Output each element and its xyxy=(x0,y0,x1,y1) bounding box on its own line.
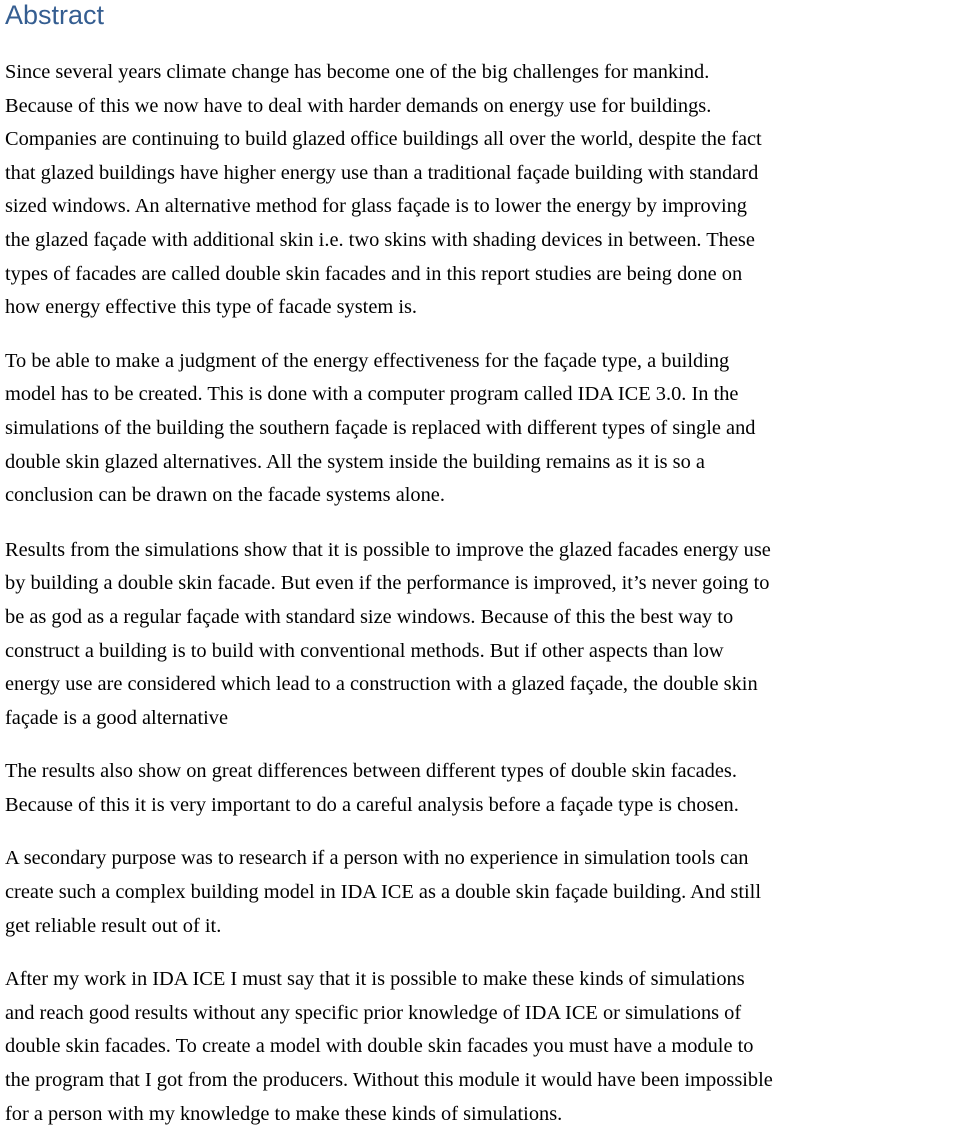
text-line: façade is a good alternative xyxy=(5,706,229,729)
text-line: the program that I got from the producers. Without this module it would have been impossible xyxy=(5,1069,773,1092)
text-line: After my work in IDA ICE I must say that it is possible to make these kinds of simulations xyxy=(5,968,745,991)
text-line: how energy effective this type of facade system is. xyxy=(5,296,418,319)
text-line: Since several years climate change has become one of the big challenges for mankind. xyxy=(5,61,710,83)
paragraph-climate-change xyxy=(5,56,960,325)
text-line: that glazed buildings have higher energy use than a traditional façade building with standard xyxy=(5,161,759,184)
text-line: construct a building is to build with conventional methods. But if other aspects than low xyxy=(5,639,724,662)
abstract-heading: Abstract xyxy=(5,0,105,30)
paragraph-differences xyxy=(5,755,960,822)
text-line: The results also show on great differences between different types of double skin facades. xyxy=(5,760,737,783)
paragraph-results xyxy=(5,534,960,736)
paragraph-conclusion xyxy=(5,963,960,1131)
text-line: for a person with my knowledge to make these kinds of simulations. xyxy=(5,1102,563,1125)
text-line: Results from the simulations show that it is possible to improve the glazed facades energy use xyxy=(5,538,771,561)
text-line: Because of this we now have to deal with harder demands on energy use for buildings. xyxy=(5,94,712,117)
text-line: types of facades are called double skin facades and in this report studies are being done on xyxy=(5,262,743,285)
text-line: To be able to make a judgment of the energy effectiveness for the façade type, a building xyxy=(5,349,730,372)
paragraph-secondary-purpose xyxy=(5,842,960,943)
text-line: conclusion can be drawn on the facade systems alone. xyxy=(5,484,445,507)
text-line: A secondary purpose was to research if a person with no experience in simulation tools can xyxy=(5,847,749,870)
text-line: sized windows. An alternative method for glass façade is to lower the energy by improving xyxy=(5,195,747,218)
paragraph-building-model xyxy=(5,345,960,513)
text-line: and reach good results without any specific prior knowledge of IDA ICE or simulations of xyxy=(5,1001,742,1024)
text-line: Companies are continuing to build glazed office buildings all over the world, despite the fact xyxy=(5,128,762,151)
text-line: create such a complex building model in IDA ICE as a double skin façade building. And still xyxy=(5,881,761,904)
text-line: energy use are considered which lead to a construction with a glazed façade, the double skin xyxy=(5,673,758,696)
text-line: the glazed façade with additional skin i.e. two skins with shading devices in between. These xyxy=(5,228,755,251)
text-line: model has to be created. This is done with a computer program called IDA ICE 3.0. In the xyxy=(5,383,739,406)
text-line: get reliable result out of it. xyxy=(5,914,222,937)
text-line: Because of this it is very important to do a careful analysis before a façade type is chosen. xyxy=(5,793,739,816)
text-line: be as god as a regular façade with standard size windows. Because of this the best way to xyxy=(5,605,734,628)
text-line: double skin facades. To create a model with double skin facades you must have a module to xyxy=(5,1035,754,1058)
text-line: by building a double skin facade. But even if the performance is improved, it’s never going to xyxy=(5,572,770,595)
text-line: simulations of the building the southern façade is replaced with different types of single and xyxy=(5,416,756,439)
text-line: double skin glazed alternatives. All the system inside the building remains as it is so a xyxy=(5,450,705,473)
